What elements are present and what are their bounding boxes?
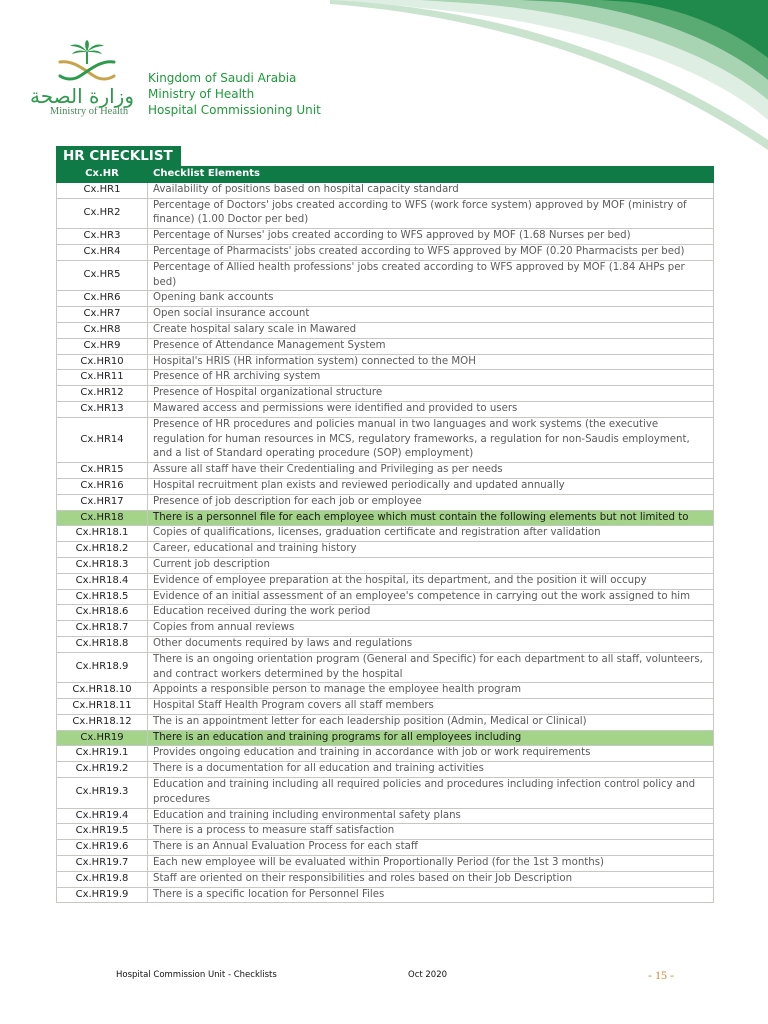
table-row [57,778,714,809]
table-row [57,762,714,778]
row-code: Cx.HR16 [57,478,148,494]
row-description: Hospital recruitment plan exists and reviewed periodically and updated annually [148,478,714,494]
table-row [57,605,714,621]
row-code: Cx.HR18.4 [57,573,148,589]
row-code: Cx.HR19.3 [57,778,148,809]
org-line-unit: Hospital Commissioning Unit [148,103,321,117]
table-row-section-header [57,510,714,526]
table-row [57,494,714,510]
row-code: Cx.HR18.9 [57,652,148,683]
table-header-row [57,167,714,183]
row-code: Cx.HR1 [57,182,148,198]
row-description: Opening bank accounts [148,291,714,307]
row-description: Percentage of Allied health professions' jobs created according to WFS approved by MOF (1.84 AHPs per bed) [148,260,714,291]
table-row [57,652,714,683]
row-code: Cx.HR18.3 [57,557,148,573]
table-row [57,244,714,260]
table-row [57,386,714,402]
row-description: Copies from annual reviews [148,621,714,637]
row-description: The is an appointment letter for each leadership position (Admin, Medical or Clinical) [148,714,714,730]
row-code: Cx.HR7 [57,307,148,323]
row-code: Cx.HR9 [57,338,148,354]
row-description: There is a specific location for Personnel Files [148,887,714,903]
row-description: Presence of job description for each job or employee [148,494,714,510]
table-row [57,401,714,417]
hr-checklist-table [56,166,714,903]
row-code: Cx.HR19.7 [57,856,148,872]
row-description: Career, educational and training history [148,542,714,558]
footer-date: Oct 2020 [408,970,448,980]
column-header-elements: Checklist Elements [148,167,714,183]
row-code: Cx.HR19.1 [57,746,148,762]
table-row [57,840,714,856]
palm-swords-emblem-icon [54,40,120,84]
row-code: Cx.HR15 [57,463,148,479]
row-description: Create hospital salary scale in Mawared [148,322,714,338]
row-code: Cx.HR18.5 [57,589,148,605]
table-row [57,354,714,370]
table-row [57,260,714,291]
row-code: Cx.HR19.5 [57,824,148,840]
row-description: There is a personnel file for each employee which must contain the following elements but not limited to [148,510,714,526]
org-line-ministry: Ministry of Health [148,87,255,101]
row-description: Presence of Attendance Management System [148,338,714,354]
table-row [57,887,714,903]
table-row [57,621,714,637]
row-description: There is an Annual Evaluation Process for each staff [148,840,714,856]
column-header-code: Cx.HR [57,167,148,183]
row-code: Cx.HR10 [57,354,148,370]
row-description: Availability of positions based on hospital capacity standard [148,182,714,198]
table-row [57,417,714,462]
row-description: Current job description [148,557,714,573]
table-row [57,478,714,494]
row-code: Cx.HR18.6 [57,605,148,621]
checklist-title: HR CHECKLIST [56,146,181,167]
table-row [57,291,714,307]
table-row [57,338,714,354]
table-row [57,636,714,652]
row-code: Cx.HR11 [57,370,148,386]
row-code: Cx.HR18.8 [57,636,148,652]
table-row [57,526,714,542]
table-row [57,856,714,872]
row-description: There is a process to measure staff satisfaction [148,824,714,840]
row-code: Cx.HR4 [57,244,148,260]
row-code: Cx.HR2 [57,198,148,229]
row-code: Cx.HR19.4 [57,808,148,824]
row-description: Mawared access and permissions were identified and provided to users [148,401,714,417]
row-code: Cx.HR18.7 [57,621,148,637]
row-code: Cx.HR18.11 [57,699,148,715]
row-description: Assure all staff have their Credentialing and Privileging as per needs [148,463,714,479]
row-description: Evidence of an initial assessment of an employee's competence in carrying out the work assigned to him [148,589,714,605]
organization-block [148,70,321,118]
row-description: Open social insurance account [148,307,714,323]
row-code: Cx.HR19.2 [57,762,148,778]
row-code: Cx.HR18.1 [57,526,148,542]
row-code: Cx.HR17 [57,494,148,510]
ministry-logo [30,40,136,122]
row-code: Cx.HR18 [57,510,148,526]
table-row [57,557,714,573]
logo-arabic-text: وزارة الصحة [30,84,134,108]
row-description: Each new employee will be evaluated within Proportionally Period (for the 1st 3 months) [148,856,714,872]
table-row [57,808,714,824]
row-description: Other documents required by laws and regulations [148,636,714,652]
table-row [57,542,714,558]
table-row [57,370,714,386]
table-row [57,463,714,479]
table-row [57,683,714,699]
table-row [57,699,714,715]
row-description: Percentage of Pharmacists' jobs created according to WFS approved by MOF (0.20 Pharmacists per bed) [148,244,714,260]
footer-document-name: Hospital Commission Unit - Checklists [116,970,277,980]
row-description: There is an ongoing orientation program (General and Specific) for each department to all staff, volunteers, and contract workers determined by the hospital [148,652,714,683]
row-description: Copies of qualifications, licenses, graduation certificate and registration after validation [148,526,714,542]
table-row [57,182,714,198]
row-code: Cx.HR8 [57,322,148,338]
row-description: Evidence of employee preparation at the hospital, its department, and the position it will occupy [148,573,714,589]
row-description: Percentage of Doctors' jobs created according to WFS (work force system) approved by MOF (ministry of finance) (1.00 Doctor per bed) [148,198,714,229]
page-number: - 15 - [648,968,674,982]
table-row [57,573,714,589]
table-row [57,746,714,762]
row-code: Cx.HR3 [57,229,148,245]
row-code: Cx.HR18.12 [57,714,148,730]
row-description: Provides ongoing education and training in accordance with job or work requirements [148,746,714,762]
row-code: Cx.HR14 [57,417,148,462]
row-description: There is a documentation for all education and training activities [148,762,714,778]
table-row [57,589,714,605]
row-code: Cx.HR13 [57,401,148,417]
row-description: Presence of HR archiving system [148,370,714,386]
row-code: Cx.HR18.2 [57,542,148,558]
table-row [57,322,714,338]
table-row [57,824,714,840]
table-row [57,714,714,730]
org-line-country: Kingdom of Saudi Arabia [148,71,297,85]
row-code: Cx.HR5 [57,260,148,291]
table-body [57,182,714,903]
row-description: Presence of HR procedures and policies manual in two languages and work systems (the executive regulation for human resources in MCS, regulatory frameworks, a regulation for non-Saudis employment, and a list of Standard operating procedure (SOP) employment) [148,417,714,462]
row-code: Cx.HR19.6 [57,840,148,856]
row-description: There is an education and training programs for all employees including [148,730,714,746]
table-row [57,871,714,887]
row-description: Staff are oriented on their responsibilities and roles based on their Job Description [148,871,714,887]
table-row [57,307,714,323]
row-description: Appoints a responsible person to manage the employee health program [148,683,714,699]
row-code: Cx.HR12 [57,386,148,402]
row-description: Education and training including all required policies and procedures including infection control policy and procedures [148,778,714,809]
row-code: Cx.HR19 [57,730,148,746]
row-code: Cx.HR19.8 [57,871,148,887]
row-code: Cx.HR19.9 [57,887,148,903]
table-row [57,229,714,245]
row-description: Percentage of Nurses' jobs created according to WFS approved by MOF (1.68 Nurses per bed) [148,229,714,245]
table-row [57,198,714,229]
row-code: Cx.HR18.10 [57,683,148,699]
row-description: Hospital's HRIS (HR information system) connected to the MOH [148,354,714,370]
row-code: Cx.HR6 [57,291,148,307]
row-description: Education and training including environmental safety plans [148,808,714,824]
table-row-section-header [57,730,714,746]
row-description: Presence of Hospital organizational structure [148,386,714,402]
logo-english-text: Ministry of Health [49,106,129,117]
row-description: Hospital Staff Health Program covers all staff members [148,699,714,715]
row-description: Education received during the work period [148,605,714,621]
